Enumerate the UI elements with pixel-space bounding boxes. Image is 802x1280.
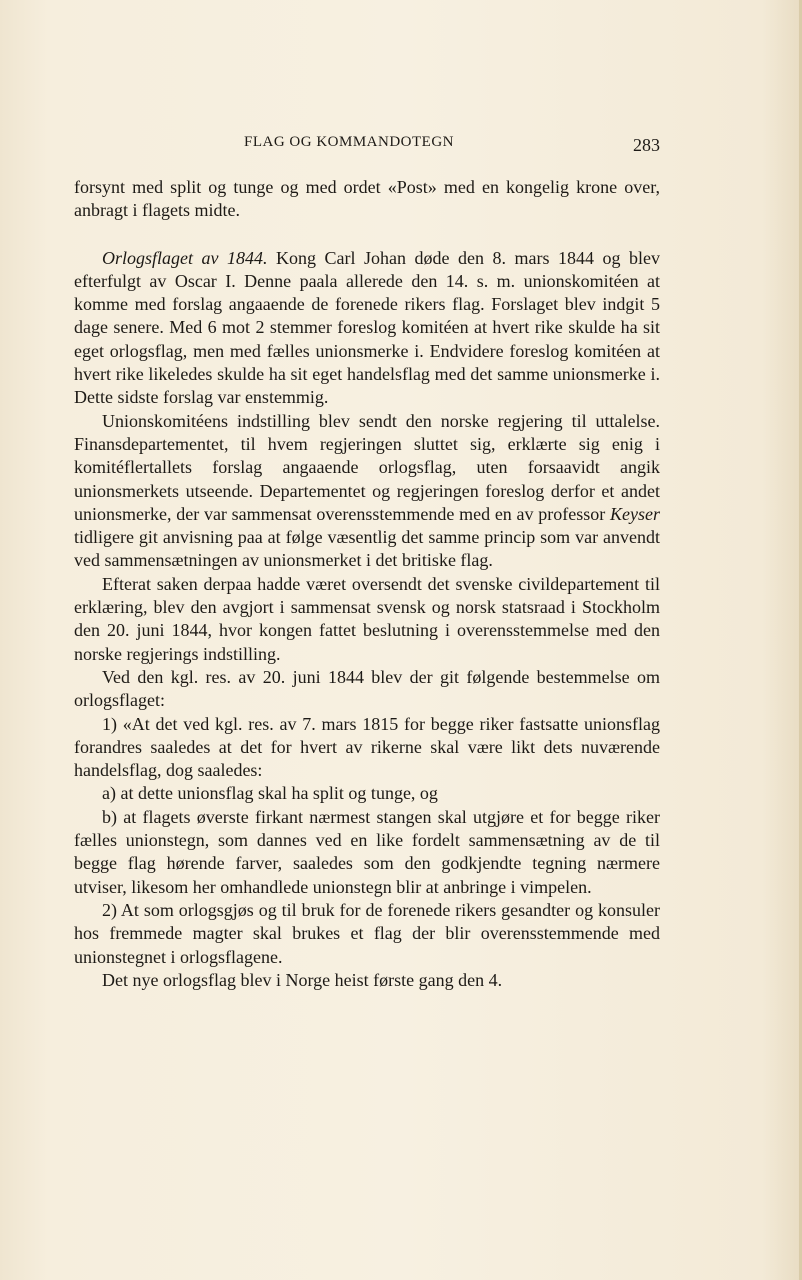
paragraph: a) at dette unionsflag skal ha split og tunge, og [102, 783, 438, 804]
paragraph: b) at flagets øverste firkant nærmest stangen skal utgjøre et for begge riker fælles unionstegn, som dannes ved en like fordelt sammensætning av de til begge flag hørende farver, saaledes som den godkjendte tegning nærmere utviser, likesom her omhandlede unionstegn blir at anbringe i vimpelen. [74, 806, 660, 897]
paragraph [74, 247, 660, 410]
paragraph-text: Kong Carl Johan døde den 8. mars 1844 og blev efterfulgt av Oscar I. Denne paala allerede den 14. s. m. unionskomitéen at komme med forslag angaaende de forenede rikers flag. Forslaget blev indgit 5 dage senere. Med 6 mot 2 stemmer foreslog komitéen at hvert rike skulde ha sit eget orlogsflag, men med fælles unionsmerke i. Endvidere foreslog komitéen at hvert rike likeledes skulde ha sit eget handelsflag med det samme unionsmerke i. Dette sidste forslag var enstemmig. [74, 247, 660, 408]
italic-name: Keyser [610, 503, 660, 524]
body-text [74, 176, 660, 992]
paragraph: forsynt med split og tunge og med ordet «Post» med en kongelig krone over, anbragt i flagets midte. [74, 177, 660, 221]
paragraph [74, 410, 660, 573]
paragraph: Det nye orlogsflag blev i Norge heist første gang den 4. [102, 969, 503, 990]
paragraph: Efterat saken derpaa hadde været oversendt det svenske civildepartement til erklæring, blev den avgjort i sammensat svensk og norsk statsraad i Stockholm den 20. juni 1844, hvor kongen fattet beslutning i overensstemmelse med den norske regjerings indstilling. [74, 573, 660, 664]
section-title: Orlogsflaget av 1844. [102, 247, 268, 268]
paragraph: Ved den kgl. res. av 20. juni 1844 blev der git følgende bestemmelse om orlogsflaget: [74, 666, 660, 711]
paragraph-text: tidligere git anvisning paa at følge væsentlig det samme princip som var anvendt ved sammensætningen av unionsmerket i det britiske flag. [74, 527, 660, 571]
paragraph: 1) «At det ved kgl. res. av 7. mars 1815 for begge riker fastsatte unionsflag forandres saaledes at det for hvert av rikerne skal være likt dets nuværende handelsflag, dog saaledes: [74, 713, 660, 781]
page-header [74, 134, 660, 156]
paragraph-text: Unionskomitéens indstilling blev sendt den norske regjering til uttalelse. Finansdepartementet, til hvem regjeringen sluttet sig, erklærte sig enig i komitéflertallets forslag angaaende orlogsflag, uten forsaavidt angik unionsmerkets utseende. Departementet og regjeringen foreslog derfor et andet unionsmerke, der var sammensat overensstemmende med en av professor [74, 410, 660, 524]
running-head: FLAG OG KOMMANDOTEGN [244, 134, 454, 150]
page-number: 283 [633, 135, 660, 155]
paragraph: 2) At som orlogsgjøs og til bruk for de forenede rikers gesandter og konsuler hos fremmede magter skal brukes et flag der blir overensstemmende med unionstegnet i orlogsflagene. [74, 899, 660, 967]
